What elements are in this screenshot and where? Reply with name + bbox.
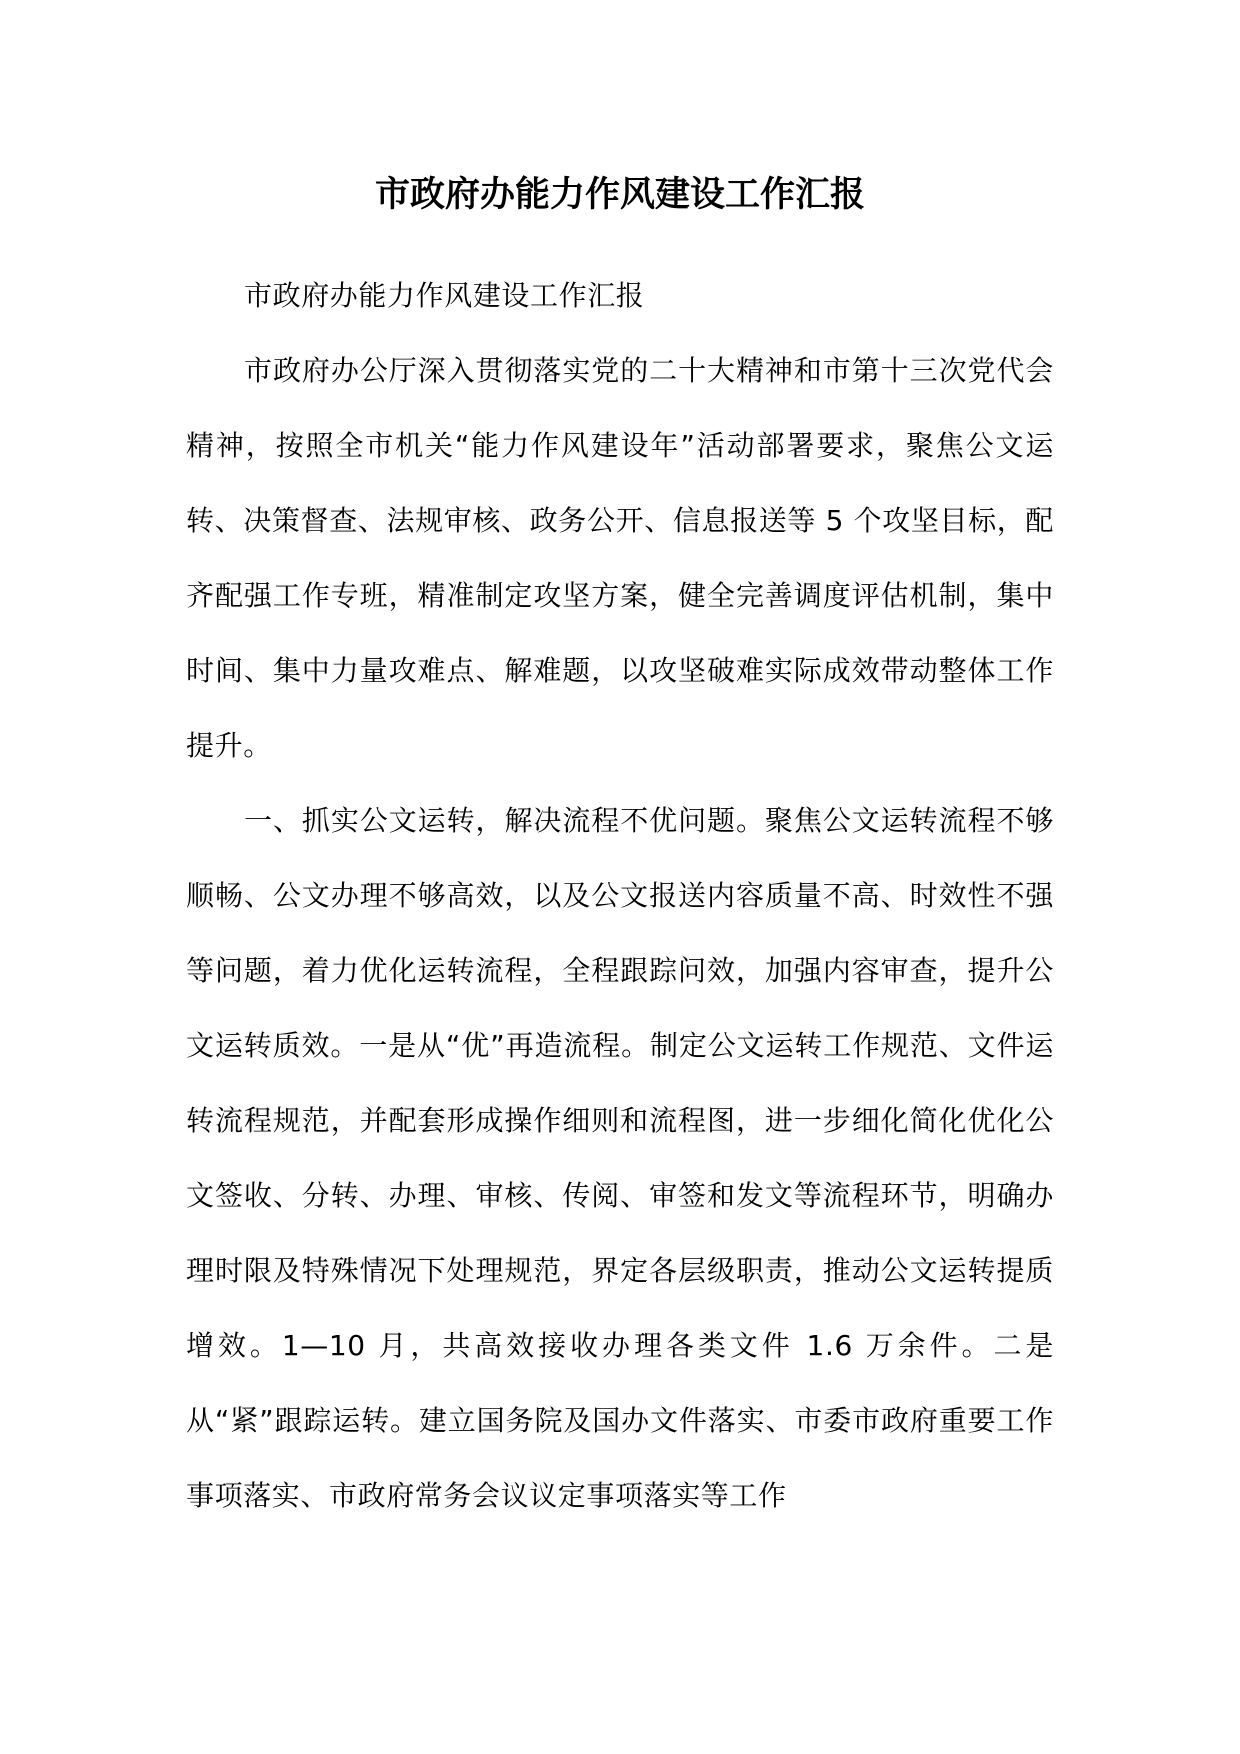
paragraph-section-one: 一、抓实公文运转，解决流程不优问题。聚焦公文运转流程不够顺畅、公文办理不够高效，以及公文报送内容质量不高、时效性不强等问题，着力优化运转流程，全程跟踪问效，加强内容审查，提升公文运转质效。一是从“优”再造流程。制定公文运转工作规范、文件运转流程规范，并配套形成操作细则和流程图，进一步细化简化优化公文签收、分转、办理、审核、传阅、审签和发文等流程环节，明确办理时限及特殊情况下处理规范，界定各层级职责，推动公文运转提质增效。1—10 月，共高效接收办理各类文件 1.6 万余件。二是从“紧”跟踪运转。建立国务院及国办文件落实、市委市政府重要工作事项落实、市政府常务会议议定事项落实等工作 [186,804,1054,1512]
paragraph-subtitle: 市政府办能力作风建设工作汇报 [244,279,645,312]
paragraph-intro: 市政府办公厅深入贯彻落实党的二十大精神和市第十三次党代会精神，按照全市机关“能力作风建设年”活动部署要求，聚焦公文运转、决策督查、法规审核、政务公开、信息报送等 5 个攻坚目标，配齐配强工作专班，精准制定攻坚方案，健全完善调度评估机制，集中时间、集中力量攻难点、解难题，以攻坚破难实际成效带动整体工作提升。 [186,354,1054,762]
document-body [186,258,1054,1533]
document-title: 市政府办能力作风建设工作汇报 [374,175,865,215]
